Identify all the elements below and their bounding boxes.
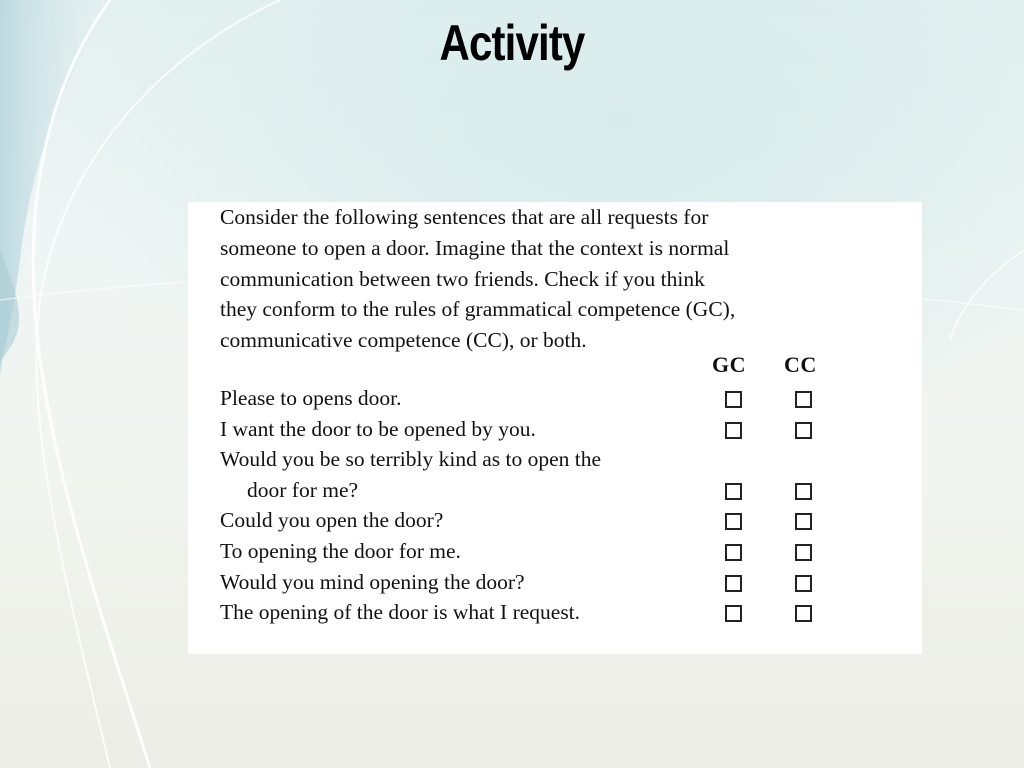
checkbox-sentence-2-cc[interactable] <box>795 422 812 439</box>
slide-title: Activity <box>439 15 585 71</box>
sentence-5: To opening the door for me. <box>220 539 461 563</box>
instruction-line: they conform to the rules of grammatical competence (GC), <box>220 297 736 322</box>
checkbox-sentence-1-gc[interactable] <box>725 391 742 408</box>
instruction-line: Consider the following sentences that are all requests for <box>220 205 709 229</box>
checkbox-sentence-7-cc[interactable] <box>795 605 812 622</box>
checkbox-sentence-3-gc[interactable] <box>725 483 742 500</box>
checkbox-sentence-6-cc[interactable] <box>795 575 812 592</box>
instruction-line: communication between two friends. Check if you think <box>220 266 705 291</box>
sentence-3: Would you be so terribly kind as to open the <box>220 447 602 471</box>
checkbox-sentence-4-cc[interactable] <box>795 513 812 530</box>
checkbox-sentence-6-gc[interactable] <box>725 575 742 592</box>
sentence-2: I want the door to be opened by you. <box>220 417 536 441</box>
checkbox-sentence-7-gc[interactable] <box>725 605 742 622</box>
column-header-gc: GC <box>712 352 746 377</box>
sentence-3-continuation: door for me? <box>247 478 359 502</box>
instructions-paragraph <box>220 202 840 356</box>
checkbox-sentence-1-cc[interactable] <box>795 391 812 408</box>
checkbox-sentence-2-gc[interactable] <box>725 422 742 439</box>
checkbox-sentence-5-cc[interactable] <box>795 544 812 561</box>
sentence-7: The opening of the door is what I request. <box>220 600 581 624</box>
column-header-cc: CC <box>784 352 817 377</box>
instruction-line: communicative competence (CC), or both. <box>220 328 587 353</box>
checkbox-sentence-5-gc[interactable] <box>725 544 742 561</box>
checkbox-sentence-3-cc[interactable] <box>795 483 812 500</box>
sentence-6: Would you mind opening the door? <box>220 570 525 594</box>
instruction-line: someone to open a door. Imagine that the context is normal <box>220 235 730 260</box>
checkbox-sentence-4-gc[interactable] <box>725 513 742 530</box>
sentence-4: Could you open the door? <box>220 508 444 532</box>
sentence-1: Please to opens door. <box>220 386 402 410</box>
activity-worksheet <box>188 202 922 654</box>
